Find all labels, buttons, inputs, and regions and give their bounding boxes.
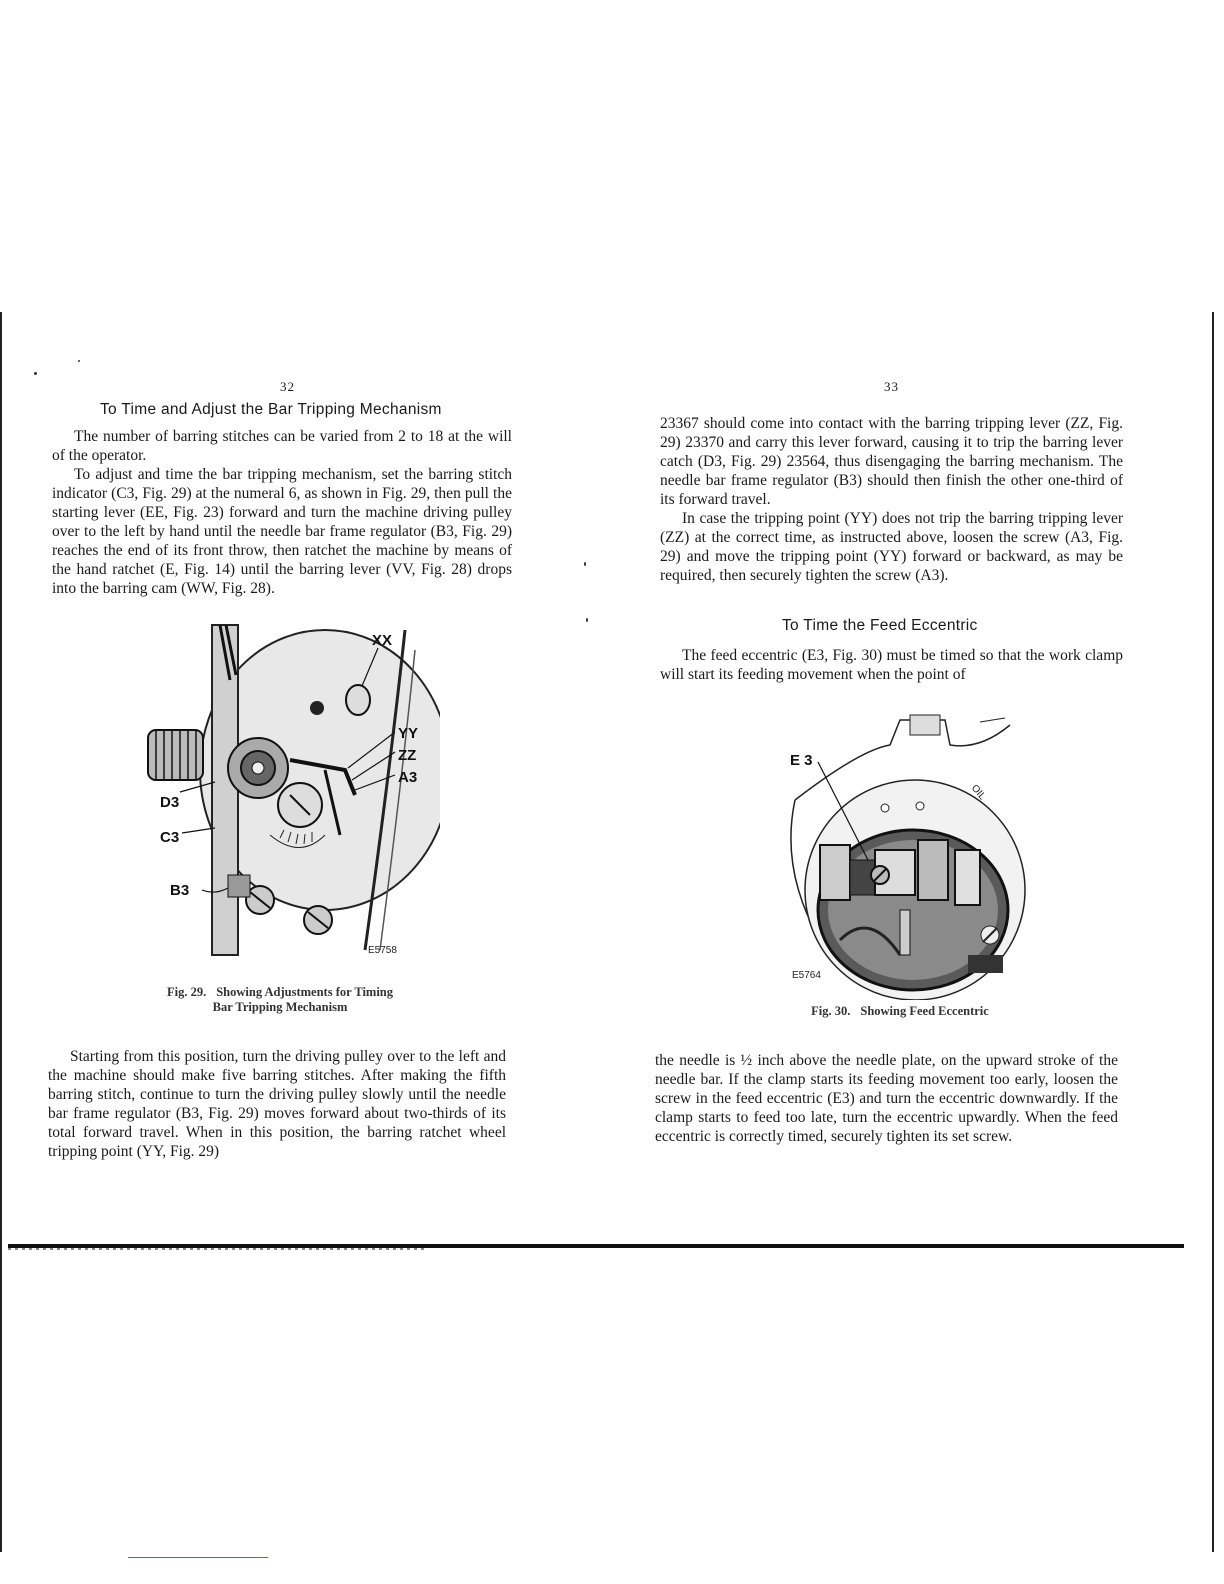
paragraph-needle-clamp-timing: the needle is ½ inch above the needle plate, on the upward stroke of the needle bar. If the clamp starts its feeding movement too early, loosen the screw in the feed eccentric (E3) and turn the eccentric downwardly. If the clamp starts to feed too late, turn the eccentric upwardly. When the feed eccentric is correctly timed, securely tighten its set screw. bbox=[655, 1052, 1118, 1145]
figure-29-caption-line1: Showing Adjustments for Timing bbox=[216, 985, 394, 999]
paragraph-starting-position: Starting from this position, turn the driving pulley over to the left and the machine should make five barring stitches. After making the fifth barring stitch, continue to turn the driving pulley slowly until the needle bar frame regulator (B3, Fig. 29) moves forward about two-thirds of its total forward travel. When in this position, the barring ratchet wheel tripping point (YY, Fig. 29) bbox=[48, 1048, 506, 1160]
figure-29-label-d3: D3 bbox=[160, 794, 180, 811]
paragraph-adjust-procedure: To adjust and time the bar tripping mechanism, set the barring stitch indicator (C3, Fig. 29) at the numeral 6, as shown in Fig. 29, then pull the starting lever (EE, Fig. 23) forward and turn the machine driving pulley over to the left by hand until the needle bar frame regulator (B3, Fig. 29) reaches the end of its front throw, then ratchet the machine by means of the hand ratchet (E, Fig. 14) until the barring lever (VV, Fig. 28) drops into the barring cam (WW, Fig. 28). bbox=[52, 466, 512, 597]
paragraph-barring-stitches: The number of barring stitches can be varied from 2 to 18 at the will of the operator. bbox=[52, 428, 512, 464]
figure-29-code: E5758 bbox=[368, 945, 397, 956]
figure-30-code: E5764 bbox=[792, 970, 821, 981]
footer-link-line bbox=[128, 1557, 268, 1558]
figure-29-label-zz: ZZ bbox=[398, 747, 417, 764]
section-heading-bar-tripping: To Time and Adjust the Bar Tripping Mechanism bbox=[100, 401, 442, 418]
page-number-right: 33 bbox=[884, 379, 899, 394]
scan-speck bbox=[34, 372, 37, 375]
figure-30-caption-line1: Showing Feed Eccentric bbox=[860, 1004, 989, 1018]
figure-29-caption-number: Fig. 29. bbox=[166, 985, 207, 999]
figure-29-label-xx: XX bbox=[372, 632, 393, 649]
figure-30-caption bbox=[740, 1004, 1060, 1019]
figure-30-illustration bbox=[780, 710, 1040, 1000]
section-heading-feed-eccentric: To Time the Feed Eccentric bbox=[782, 617, 978, 634]
figure-29-label-b3: B3 bbox=[170, 882, 190, 899]
figure-30-label-e3: E 3 bbox=[790, 752, 813, 769]
figure-29-caption bbox=[130, 985, 430, 1015]
page-number-left: 32 bbox=[280, 379, 295, 394]
figure-30-caption-number: Fig. 30. bbox=[811, 1004, 851, 1018]
scan-speck bbox=[584, 562, 586, 566]
bottom-rule-noise bbox=[8, 1248, 428, 1250]
paragraph-feed-eccentric-timing: The feed eccentric (E3, Fig. 30) must be timed so that the work clamp will start its feeding movement when the point of bbox=[660, 647, 1123, 683]
scan-speck bbox=[78, 360, 80, 362]
figure-30-oil-mark: OIL bbox=[968, 782, 988, 803]
figure-29-label-c3: C3 bbox=[160, 829, 180, 846]
scan-edge-right bbox=[1212, 312, 1214, 1552]
paragraph-tripping-lever-contact: 23367 should come into contact with the barring tripping lever (ZZ, Fig. 29) 23370 and carry this lever forward, causing it to trip the barring lever catch (D3, Fig. 29) 23564, thus disengaging the barring mechanism. The needle bar frame regulator (B3) should then finish the other one-third of its forward travel. bbox=[660, 415, 1123, 508]
figure-29-caption-line2: Bar Tripping Mechanism bbox=[212, 1000, 348, 1014]
scan-edge-left bbox=[0, 312, 2, 1552]
scan-speck bbox=[586, 618, 588, 622]
figure-29-label-a3: A3 bbox=[398, 769, 418, 786]
figure-29-illustration bbox=[140, 620, 440, 975]
figure-29-label-yy: YY bbox=[398, 725, 419, 742]
paragraph-tripping-correction: In case the tripping point (YY) does not trip the barring tripping lever (ZZ) at the correct time, as instructed above, loosen the screw (A3, Fig. 29) and move the tripping point (YY) forward or backward, as may be required, then securely tighten the screw (A3). bbox=[660, 510, 1123, 584]
